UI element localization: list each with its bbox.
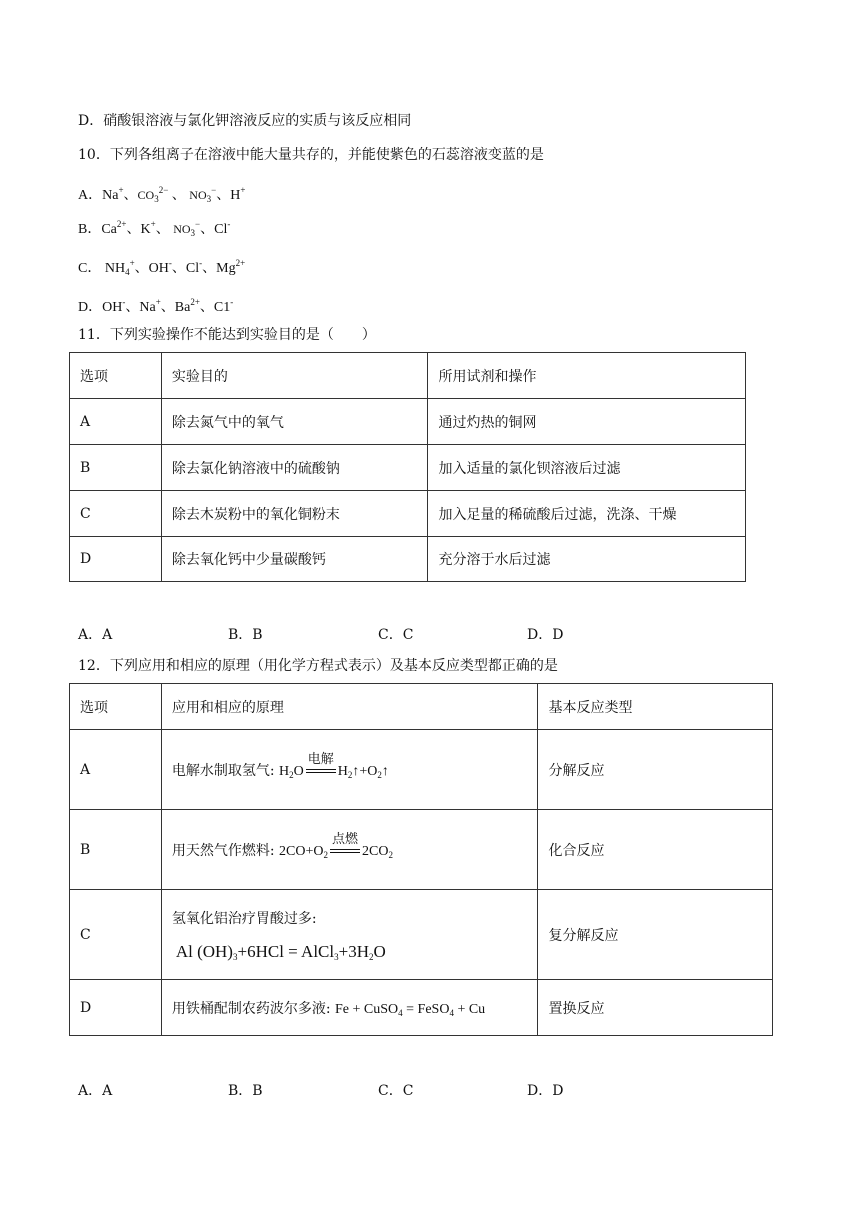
q10-option-c: C． $NH_4^+$、OH-、Cl-、$Mg^{2+}$ (78, 258, 246, 277)
header-cell: 选项 (70, 684, 162, 730)
q10-option-a: A．Na+、$CO_3^{2-}$ 、 $NO_3^-$、H+ (78, 185, 246, 204)
table-cell: 除去氮气中的氧气 (161, 399, 428, 445)
table-cell: 除去氯化钠溶液中的硫酸钠 (161, 445, 428, 491)
table-cell: 充分溶于水后过滤 (428, 537, 746, 582)
q11-option-a: A．A (78, 627, 113, 643)
electrolysis-equation: $H_2O$ 电解 $H_2↑+O_2↑$ (279, 764, 389, 779)
table-cell: D (70, 980, 162, 1036)
q12-option-a: A．A (78, 1083, 113, 1099)
table-cell (161, 810, 538, 890)
table-row (70, 980, 773, 1036)
table-row (70, 537, 746, 582)
table-cell: 置换反应 (538, 980, 773, 1036)
table-cell: A (70, 730, 162, 810)
table-row (70, 810, 773, 890)
q10-option-d: D．OH-、Na+、$Ba^{2+}$、C1- (78, 297, 234, 315)
q12-option-c: C．C (378, 1083, 414, 1099)
table-cell (161, 980, 538, 1036)
q10-stem: 10．下列各组离子在溶液中能大量共存的，并能使紫色的石蕊溶液变蓝的是 (78, 147, 544, 163)
header-cell: 实验目的 (161, 353, 428, 399)
q11-option-b: B．B (228, 627, 263, 643)
table-cell: C (70, 491, 162, 537)
table-cell: A (70, 399, 162, 445)
table-cell (161, 890, 538, 980)
table-row (70, 445, 746, 491)
q10-option-b: B．$Ca^{2+}$、K+、 $NO_3^-$、Cl- (78, 219, 231, 238)
header-cell: 基本反应类型 (538, 684, 773, 730)
q12-table (69, 683, 773, 1036)
table-row (70, 399, 746, 445)
table-header-row (70, 684, 773, 730)
q9-option-d: D．硝酸银溶液与氯化钾溶液反应的实质与该反应相同 (78, 113, 412, 129)
table-cell: 通过灼热的铜网 (428, 399, 746, 445)
table-cell: 加入适量的氯化钡溶液后过滤 (428, 445, 746, 491)
table-row (70, 730, 773, 810)
q12-option-d: D．D (527, 1083, 564, 1099)
q11-option-d: D．D (527, 627, 564, 643)
table-cell (161, 730, 538, 810)
table-cell: D (70, 537, 162, 582)
table-header-row (70, 353, 746, 399)
q12-option-b: B．B (228, 1083, 263, 1099)
displacement-equation: Fe + CuSO$_4$ = FeSO$_4$ + Cu (335, 1001, 486, 1018)
table-cell: 化合反应 (538, 810, 773, 890)
reaction-condition: 电解 (307, 750, 334, 766)
q11-option-c: C．C (378, 627, 414, 643)
table-cell: 除去木炭粉中的氧化铜粉末 (161, 491, 428, 537)
table-row (70, 491, 746, 537)
header-cell: 所用试剂和操作 (428, 353, 746, 399)
q12-stem: 12．下列应用和相应的原理（用化学方程式表示）及基本反应类型都正确的是 (78, 658, 558, 674)
table-cell: 分解反应 (538, 730, 773, 810)
q11-stem: 11．下列实验操作不能达到实验目的是（ ） (78, 327, 376, 343)
q11-table (69, 352, 746, 582)
row-a-text: 电解水制取氢气: (171, 762, 275, 779)
table-cell: B (70, 445, 162, 491)
table-row (70, 890, 773, 980)
row-b-text: 用天然气作燃料: (171, 842, 275, 859)
row-c-text: 氢氧化铝治疗胃酸过多: (171, 910, 317, 927)
table-cell: 除去氧化钙中少量碳酸钙 (161, 537, 428, 582)
table-cell: C (70, 890, 162, 980)
header-cell: 应用和相应的原理 (161, 684, 538, 730)
table-cell: 加入足量的稀硫酸后过滤，洗涤、干燥 (428, 491, 746, 537)
reaction-condition: 点燃 (331, 830, 358, 846)
neutralization-equation: Al $(OH)_3+6HCl$ = $AlCl_3+3H_2O$ (175, 941, 386, 962)
table-cell: B (70, 810, 162, 890)
combustion-equation: $2CO+O_2$ 点燃 $2CO_2$ (279, 844, 393, 859)
header-cell: 选项 (70, 353, 162, 399)
table-cell: 复分解反应 (538, 890, 773, 980)
row-d-text: 用铁桶配制农药波尔多液: (171, 1000, 331, 1017)
